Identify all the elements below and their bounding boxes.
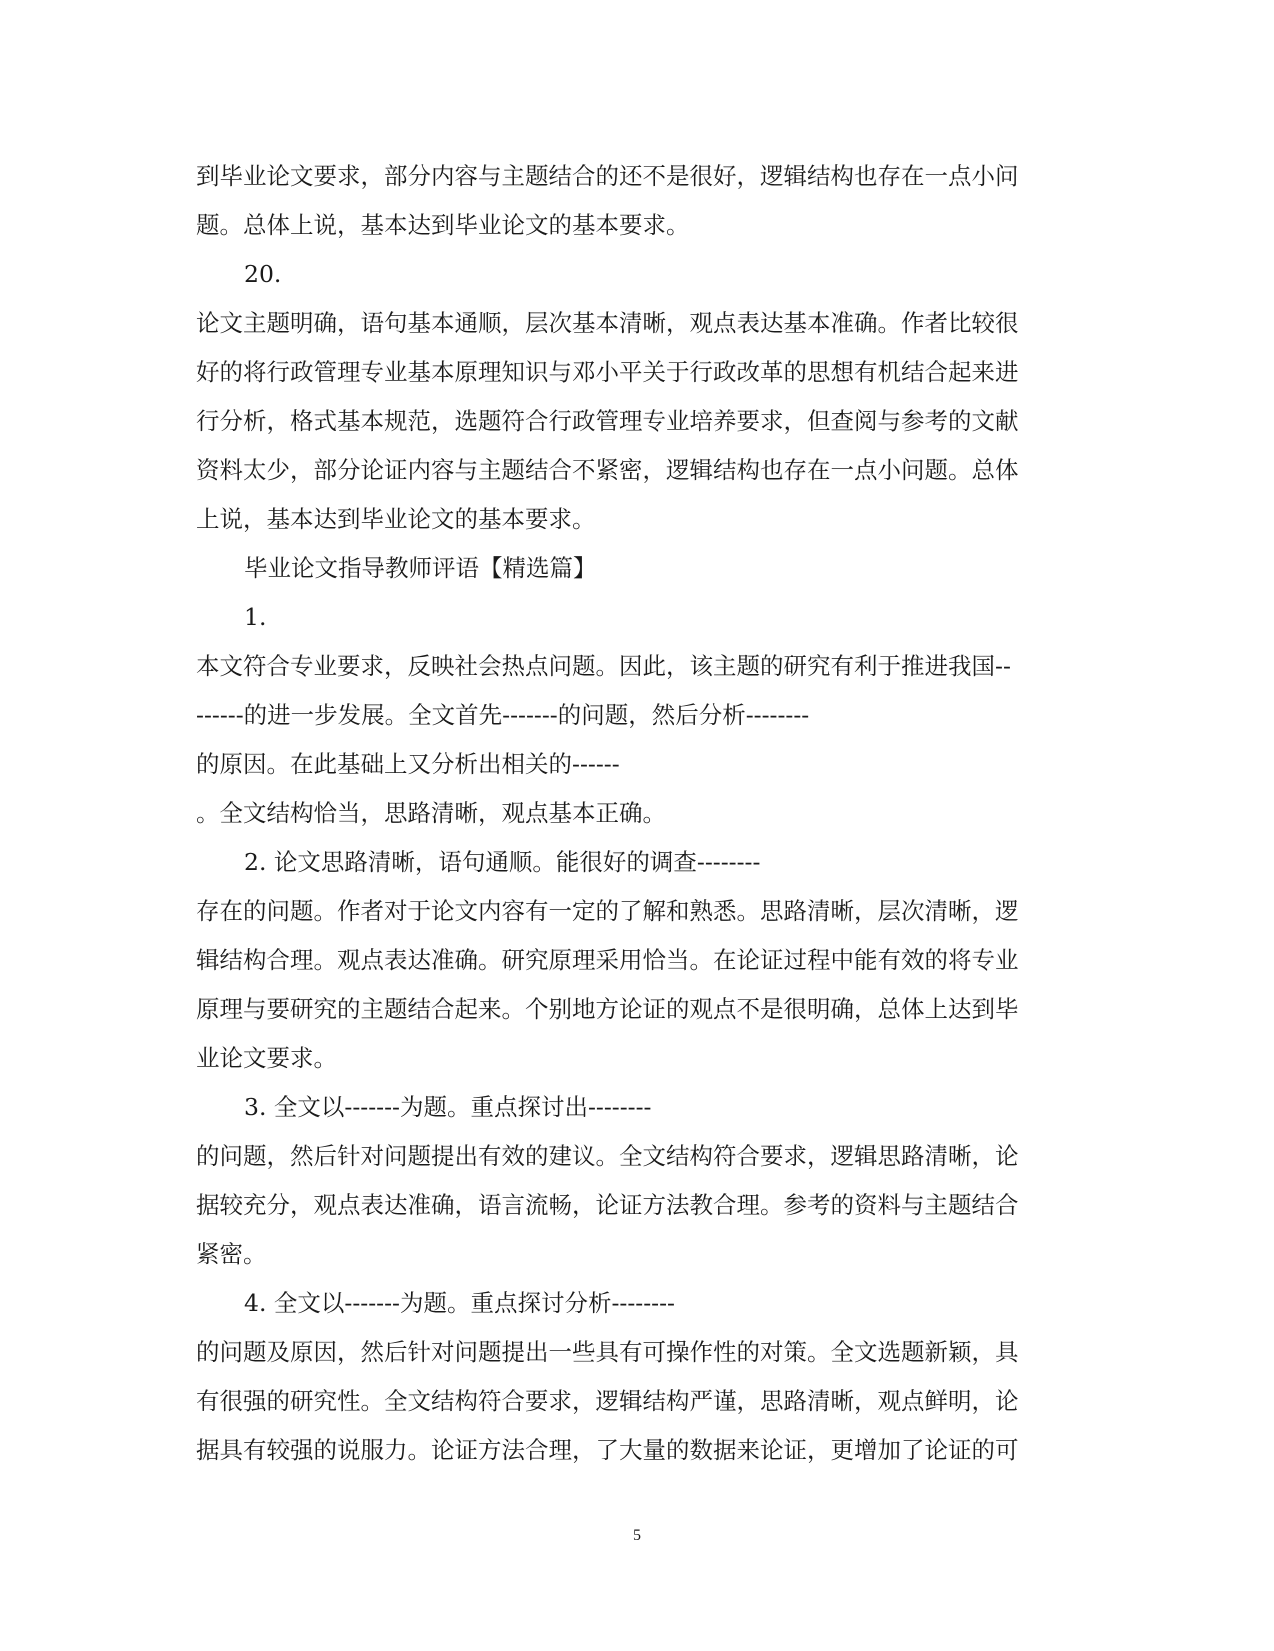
text-line: 本文符合专业要求，反映社会热点问题。因此，该主题的研究有利于推进我国-- [196, 652, 1011, 680]
text-line: 资料太少，部分论证内容与主题结合不紧密，逻辑结构也存在一点小问题。总体 [196, 456, 1019, 484]
text-line: 行分析，格式基本规范，选题符合行政管理专业培养要求，但查阅与参考的文献 [196, 407, 1019, 435]
text-line: 存在的问题。作者对于论文内容有一定的了解和熟悉。思路清晰，层次清晰，逻 [196, 897, 1019, 925]
text-line: 2. 论文思路清晰，语句通顺。能很好的调查-------- [244, 848, 761, 876]
text-line: 3. 全文以-------为题。重点探讨出-------- [244, 1093, 652, 1121]
text-line: 紧密。 [196, 1240, 267, 1268]
text-line: 。全文结构恰当，思路清晰，观点基本正确。 [196, 799, 666, 827]
text-line: 据具有较强的说服力。论证方法合理，了大量的数据来论证，更增加了论证的可 [196, 1436, 1019, 1464]
page-number: 5 [633, 1527, 641, 1544]
text-line: 论文主题明确，语句基本通顺，层次基本清晰，观点表达基本准确。作者比较很 [196, 309, 1019, 337]
text-line: 毕业论文指导教师评语【精选篇】 [244, 554, 597, 582]
text-line: 到毕业论文要求，部分内容与主题结合的还不是很好，逻辑结构也存在一点小问 [196, 162, 1019, 190]
text-line: ------的进一步发展。全文首先-------的问题，然后分析-------- [196, 701, 810, 729]
text-line: 的原因。在此基础上又分析出相关的------ [196, 750, 620, 778]
text-line: 据较充分，观点表达准确，语言流畅，论证方法教合理。参考的资料与主题结合 [196, 1191, 1019, 1219]
text-line: 辑结构合理。观点表达准确。研究原理采用恰当。在论证过程中能有效的将专业 [196, 946, 1019, 974]
document-body [196, 160, 1076, 1466]
text-line: 好的将行政管理专业基本原理知识与邓小平关于行政改革的思想有机结合起来进 [196, 358, 1019, 386]
text-line: 20. [244, 260, 282, 288]
text-line: 上说，基本达到毕业论文的基本要求。 [196, 505, 596, 533]
text-line: 题。总体上说，基本达到毕业论文的基本要求。 [196, 211, 690, 239]
text-line: 有很强的研究性。全文结构符合要求，逻辑结构严谨，思路清晰，观点鲜明，论 [196, 1387, 1019, 1415]
text-line: 的问题，然后针对问题提出有效的建议。全文结构符合要求，逻辑思路清晰，论 [196, 1142, 1019, 1170]
text-line: 原理与要研究的主题结合起来。个别地方论证的观点不是很明确，总体上达到毕 [196, 995, 1019, 1023]
text-line: 业论文要求。 [196, 1044, 337, 1072]
text-line: 的问题及原因，然后针对问题提出一些具有可操作性的对策。全文选题新颖，具 [196, 1338, 1019, 1366]
text-line: 1. [244, 603, 267, 631]
text-line: 4. 全文以-------为题。重点探讨分析-------- [244, 1289, 675, 1317]
